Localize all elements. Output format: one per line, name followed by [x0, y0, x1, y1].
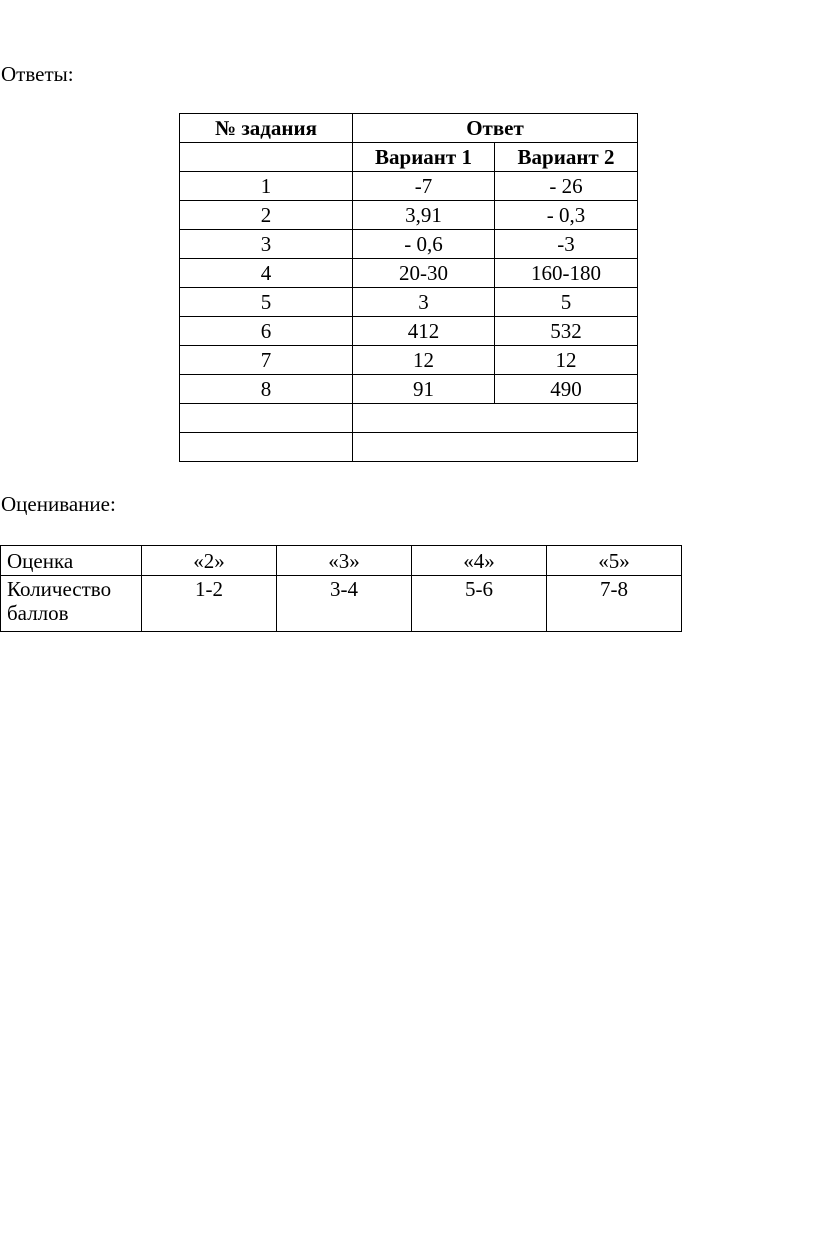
points-row — [1, 576, 682, 632]
answers-table — [179, 113, 638, 462]
header-variant-2: Вариант 2 — [495, 143, 638, 172]
task-number: 8 — [180, 375, 353, 404]
variant-1-answer: 3 — [353, 288, 495, 317]
grade-cell: «5» — [547, 546, 682, 576]
variant-2-answer: - 0,3 — [495, 201, 638, 230]
task-number: 2 — [180, 201, 353, 230]
variant-1-answer: 12 — [353, 346, 495, 375]
variant-1-answer: 412 — [353, 317, 495, 346]
points-cell: 1-2 — [142, 576, 277, 632]
table-row — [180, 288, 638, 317]
empty-row — [180, 404, 638, 433]
grade-cell: «4» — [412, 546, 547, 576]
table-row — [180, 201, 638, 230]
grade-cell: «2» — [142, 546, 277, 576]
variant-1-answer: 91 — [353, 375, 495, 404]
header-answer: Ответ — [353, 114, 638, 143]
variant-2-answer: - 26 — [495, 172, 638, 201]
empty-cell — [353, 433, 638, 462]
grading-table — [0, 545, 682, 632]
table-row — [180, 375, 638, 404]
variant-2-answer: 5 — [495, 288, 638, 317]
variant-1-answer: 20-30 — [353, 259, 495, 288]
grade-label: Оценка — [1, 546, 142, 576]
task-number: 1 — [180, 172, 353, 201]
variant-1-answer: - 0,6 — [353, 230, 495, 259]
task-number: 3 — [180, 230, 353, 259]
header-variant-1: Вариант 1 — [353, 143, 495, 172]
table-row — [180, 230, 638, 259]
table-header-row — [180, 114, 638, 143]
empty-cell — [180, 404, 353, 433]
empty-row — [180, 433, 638, 462]
answers-heading: Ответы: — [1, 62, 74, 86]
header-task-number: № задания — [180, 114, 353, 143]
points-label: Количество баллов — [1, 576, 142, 632]
table-row — [180, 317, 638, 346]
table-row — [180, 172, 638, 201]
variant-1-answer: -7 — [353, 172, 495, 201]
variant-2-answer: 160-180 — [495, 259, 638, 288]
variant-2-answer: -3 — [495, 230, 638, 259]
task-number: 5 — [180, 288, 353, 317]
points-cell: 5-6 — [412, 576, 547, 632]
grade-row — [1, 546, 682, 576]
variant-2-answer: 532 — [495, 317, 638, 346]
task-number: 7 — [180, 346, 353, 375]
variant-1-answer: 3,91 — [353, 201, 495, 230]
header-empty-cell — [180, 143, 353, 172]
variant-2-answer: 12 — [495, 346, 638, 375]
table-row — [180, 346, 638, 375]
points-cell: 3-4 — [277, 576, 412, 632]
empty-cell — [353, 404, 638, 433]
points-cell: 7-8 — [547, 576, 682, 632]
variant-2-answer: 490 — [495, 375, 638, 404]
empty-cell — [180, 433, 353, 462]
grade-cell: «3» — [277, 546, 412, 576]
task-number: 6 — [180, 317, 353, 346]
task-number: 4 — [180, 259, 353, 288]
table-subheader-row — [180, 143, 638, 172]
grading-heading: Оценивание: — [1, 492, 116, 516]
table-row — [180, 259, 638, 288]
